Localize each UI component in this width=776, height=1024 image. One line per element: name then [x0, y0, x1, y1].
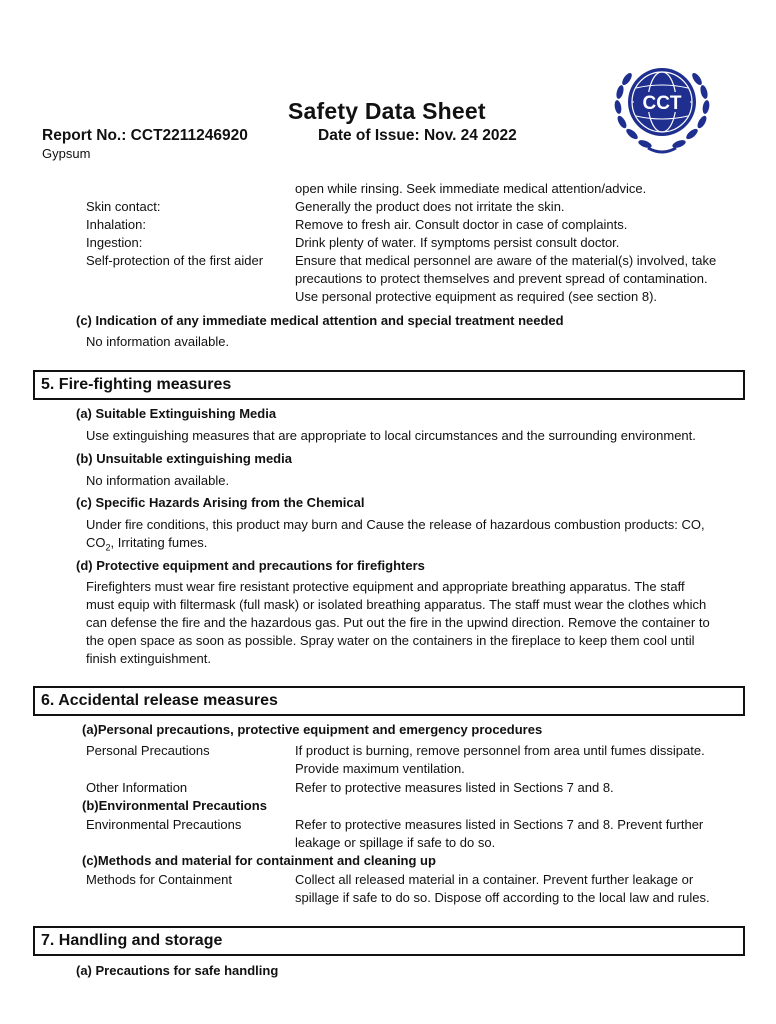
environmental-precautions-label: Environmental Precautions [86, 817, 242, 832]
s5-d-line: finish extinguishment. [86, 651, 212, 666]
s5-b-heading: (b) Unsuitable extinguishing media [76, 451, 292, 466]
section-5-title: 5. Fire-fighting measures [41, 376, 232, 393]
section-6-title: 6. Accidental release measures [41, 692, 278, 709]
product-name: Gypsum [42, 146, 91, 161]
methods-containment-line: Collect all released material in a container. Prevent further leakage or [295, 872, 694, 887]
environmental-precautions-line: leakage or spillage if safe to do so. [295, 835, 496, 850]
methods-containment-label: Methods for Containment [86, 872, 232, 887]
s5-d-line: Firefighters must wear fire resistant protective equipment and appropriate breathing apparatus. The staff [86, 579, 685, 594]
self-protection-label: Self-protection of the first aider [86, 253, 264, 268]
s5-b-text: No information available. [86, 473, 230, 488]
document-title: Safety Data Sheet [288, 98, 486, 124]
report-number: Report No.: CCT2211246920 [42, 127, 248, 144]
section-7-header [33, 926, 745, 956]
cct-logo-icon [608, 52, 716, 160]
environmental-precautions-line: Refer to protective measures listed in Sections 7 and 8. Prevent further [295, 817, 704, 832]
ingestion-text: Drink plenty of water. If symptoms persist consult doctor. [295, 235, 620, 250]
s5-c-line-2 [86, 534, 207, 557]
s6-a-heading: (a)Personal precautions, protective equipment and emergency procedures [82, 722, 543, 737]
s5-c-heading: (c) Specific Hazards Arising from the Chemical [76, 495, 365, 510]
skin-contact-text: Generally the product does not irritate the skin. [295, 199, 565, 214]
self-protection-line: Use personal protective equipment as required (see section 8). [295, 289, 658, 304]
s6-b-heading: (b)Environmental Precautions [82, 798, 267, 813]
inhalation-label: Inhalation: [86, 217, 146, 232]
personal-precautions-label: Personal Precautions [86, 743, 210, 758]
s5-a-text: Use extinguishing measures that are appropriate to local circumstances and the surrounding environment. [86, 428, 696, 443]
skin-contact-label: Skin contact: [86, 199, 161, 214]
self-protection-line: Ensure that medical personnel are aware of the material(s) involved, take [295, 253, 717, 268]
s7-a-heading: (a) Precautions for safe handling [76, 963, 279, 978]
co-text: CO [86, 535, 106, 550]
first-aid-c-heading: (c) Indication of any immediate medical attention and special treatment needed [76, 313, 564, 328]
section-6-header [33, 686, 745, 716]
s6-c-heading: (c)Methods and material for containment and cleaning up [82, 853, 436, 868]
first-aid-c-text: No information available. [86, 334, 230, 349]
section-5-header [33, 370, 745, 400]
s5-c-line: Under fire conditions, this product may burn and Cause the release of hazardous combustion products: CO, [86, 517, 705, 532]
section-7-title: 7. Handling and storage [41, 932, 223, 949]
s5-d-line: the open space as soon as possible. Spray water on the containers in the fireplace to keep them cool until [86, 633, 695, 648]
ingestion-label: Ingestion: [86, 235, 143, 250]
other-information-label: Other Information [86, 780, 188, 795]
s5-d-line: must equip with filtermask (full mask) or isolated breathing apparatus. The staff must wear the clothes which [86, 597, 707, 612]
inhalation-text: Remove to fresh air. Consult doctor in case of complaints. [295, 217, 628, 232]
personal-precautions-line: If product is burning, remove personnel from area until fumes dissipate. [295, 743, 705, 758]
co-subscript: 2 [105, 542, 111, 553]
irritating-fumes-text: , Irritating fumes. [110, 535, 208, 550]
methods-containment-line: spillage if safe to do so. Dispose off according to the local law and rules. [295, 890, 710, 905]
self-protection-line: precautions to protect themselves and prevent spread of contamination. [295, 271, 708, 286]
personal-precautions-line: Provide maximum ventilation. [295, 761, 465, 776]
rinse-continuation: open while rinsing. Seek immediate medical attention/advice. [295, 181, 647, 196]
logo-text: CCT [642, 93, 682, 114]
s5-d-heading: (d) Protective equipment and precautions for firefighters [76, 558, 425, 573]
date-of-issue: Date of Issue: Nov. 24 2022 [318, 127, 517, 144]
s5-d-line: can defense the fire and the hazardous gas. Put out the fire in the upwind direction. Remove the container to [86, 615, 710, 630]
other-information-text: Refer to protective measures listed in Sections 7 and 8. [295, 780, 614, 795]
s5-a-heading: (a) Suitable Extinguishing Media [76, 406, 277, 421]
